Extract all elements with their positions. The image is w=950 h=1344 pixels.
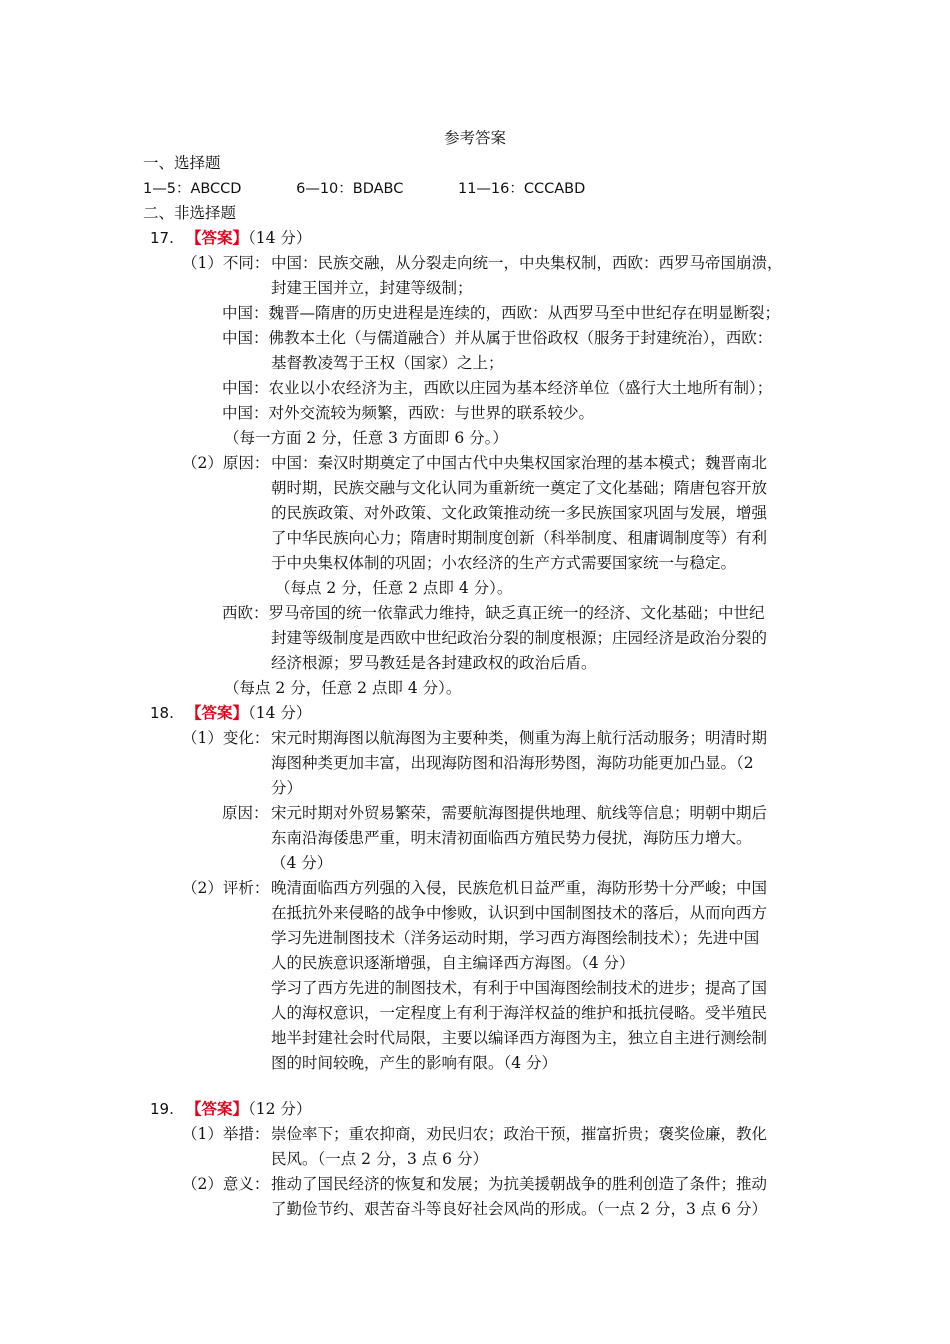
q17-header (186, 228, 311, 248)
answer-tag: 【答案】 (186, 228, 249, 247)
q19-p1-label: （1）举措： (182, 1125, 270, 1143)
q19-p2-line: 了勤俭节约、艰苦奋斗等良好社会风尚的形成。（一点 2 分，3 点 6 分） (271, 1200, 767, 1218)
q19-number: 19. (150, 1100, 174, 1118)
q18-reason-label: 原因： (222, 804, 269, 822)
q17-p2-china-line: 中国：秦汉时期奠定了中国古代中央集权国家治理的基本模式；魏晋南北 (271, 454, 768, 472)
q18-header (186, 703, 311, 723)
q17-p1-line: 中国：农业以小农经济为主，西欧以庄园为基本经济单位（盛行大土地所有制）； (222, 379, 773, 397)
mc-answer-11-16: 11—16：CCCABD (457, 181, 586, 197)
q18-score: （14 分） (248, 704, 312, 722)
q19-p2-line: 推动了国民经济的恢复和发展；为抗美援朝战争的胜利创造了条件；推动 (271, 1175, 768, 1193)
q17-p2-china-line: 了中华民族向心力；隋唐时期制度创新（科举制度、租庸调制度等）有利 (271, 529, 768, 547)
q17-p2-west-line: 西欧：罗马帝国的统一依靠武力维持，缺乏真正统一的经济、文化基础；中世纪 (222, 604, 765, 622)
q18-p1-line: 宋元时期海图以航海图为主要种类，侧重为海上航行活动服务；明清时期 (271, 729, 768, 747)
q17-p2-china-note: （每点 2 分，任意 2 点即 4 分）。 (275, 579, 513, 597)
q18-reason-line: （4 分） (271, 854, 333, 872)
q18-reason-line: 东南沿海倭患严重，明末清初面临西方殖民势力侵扰，海防压力增大。 (271, 829, 752, 847)
q18-p1-line: 分） (271, 779, 303, 797)
page-title: 参考答案 (443, 129, 506, 147)
q17-p2-west-line: 经济根源；罗马教廷是各封建政权的政治后盾。 (271, 654, 597, 672)
section-non-choice: 二、非选择题 (143, 204, 237, 222)
q17-score: （14 分） (248, 229, 312, 247)
q17-p1-line: 基督教凌驾于王权（国家）之上； (271, 354, 504, 372)
q18-number: 18. (150, 704, 174, 722)
q18-p1-label: （1）变化： (182, 729, 270, 747)
q18-p2-label: （2）评析： (182, 879, 270, 897)
q19-p2-label: （2）意义： (182, 1175, 270, 1193)
q18-p2-line: 在抵抗外来侵略的战争中惨败，认识到中国制图技术的落后，从而向西方 (271, 904, 768, 922)
q19-p1-line: 民风。（一点 2 分，3 点 6 分） (271, 1150, 488, 1168)
answer-tag: 【答案】 (186, 703, 249, 722)
q17-p2-label: （2）原因： (182, 454, 270, 472)
mc-answer-1-5: 1—5：ABCCD (143, 181, 242, 197)
q17-p1-note: （每一方面 2 分，任意 3 方面即 6 分。） (224, 429, 508, 447)
q18-p2-line: 人的民族意识逐渐增强，自主编译西方海图。（4 分） (271, 954, 635, 972)
q17-p2-west-note: （每点 2 分，任意 2 点即 4 分）。 (224, 679, 462, 697)
q18-p2-line: 学习了西方先进的制图技术，有利于中国海图绘制技术的进步；提高了国 (271, 979, 768, 997)
q17-p1-line: 中国：对外交流较为频繁，西欧：与世界的联系较少。 (222, 404, 595, 422)
q19-header (186, 1099, 311, 1119)
q17-p2-west-line: 封建等级制度是西欧中世纪政治分裂的制度根源；庄园经济是政治分裂的 (271, 629, 768, 647)
q19-score: （12 分） (248, 1100, 312, 1118)
q17-p1-line: 中国：民族交融，从分裂走向统一，中央集权制，西欧：西罗马帝国崩溃， (271, 254, 783, 272)
q17-p1-label: （1）不同： (182, 254, 270, 272)
q18-reason-line: 宋元时期对外贸易繁荣，需要航海图提供地理、航线等信息；明朝中期后 (271, 804, 768, 822)
q18-p1-line: 海图种类更加丰富，出现海防图和沿海形势图，海防功能更加凸显。（2 (271, 754, 754, 772)
q17-number: 17. (150, 229, 174, 247)
q17-p1-line: 中国：魏晋—隋唐的历史进程是连续的，西欧：从西罗马至中世纪存在明显断裂； (222, 304, 781, 322)
q18-p2-line: 人的海权意识，一定程度上有利于海洋权益的维护和抵抗侵略。受半殖民 (271, 1004, 768, 1022)
q17-p2-china-line: 的民族政策、对外政策、文化政策推动统一多民族国家巩固与发展，增强 (271, 504, 768, 522)
q19-p1-line: 崇俭率下；重农抑商，劝民归农；政治干预，摧富折贵；褒奖俭廉，教化 (271, 1125, 768, 1143)
mc-answer-6-10: 6—10：BDABC (296, 181, 404, 197)
q17-p2-china-line: 于中央集权体制的巩固；小农经济的生产方式需要国家统一与稳定。 (271, 554, 737, 572)
q18-p2-line: 晚清面临西方列强的入侵，民族危机日益严重，海防形势十分严峻；中国 (271, 879, 768, 897)
mc-answers (143, 179, 635, 199)
q18-p2-line: 学习先进制图技术（洋务运动时期，学习西方海图绘制技术）；先进中国 (271, 929, 760, 947)
q17-p1-line: 封建王国并立，封建等级制； (271, 279, 473, 297)
q18-p2-line: 地半封建社会时代局限，主要以编译西方海图为主，独立自主进行测绘制 (271, 1029, 768, 1047)
q18-p2-line: 图的时间较晚，产生的影响有限。（4 分） (271, 1054, 558, 1072)
section-multiple-choice: 一、选择题 (143, 154, 221, 172)
q17-p2-china-line: 朝时期，民族交融与文化认同为重新统一奠定了文化基础；隋唐包容开放 (271, 479, 768, 497)
q17-p1-line: 中国：佛教本土化（与儒道融合）并从属于世俗政权（服务于封建统治），西欧： (222, 329, 773, 347)
answer-tag: 【答案】 (186, 1099, 249, 1118)
